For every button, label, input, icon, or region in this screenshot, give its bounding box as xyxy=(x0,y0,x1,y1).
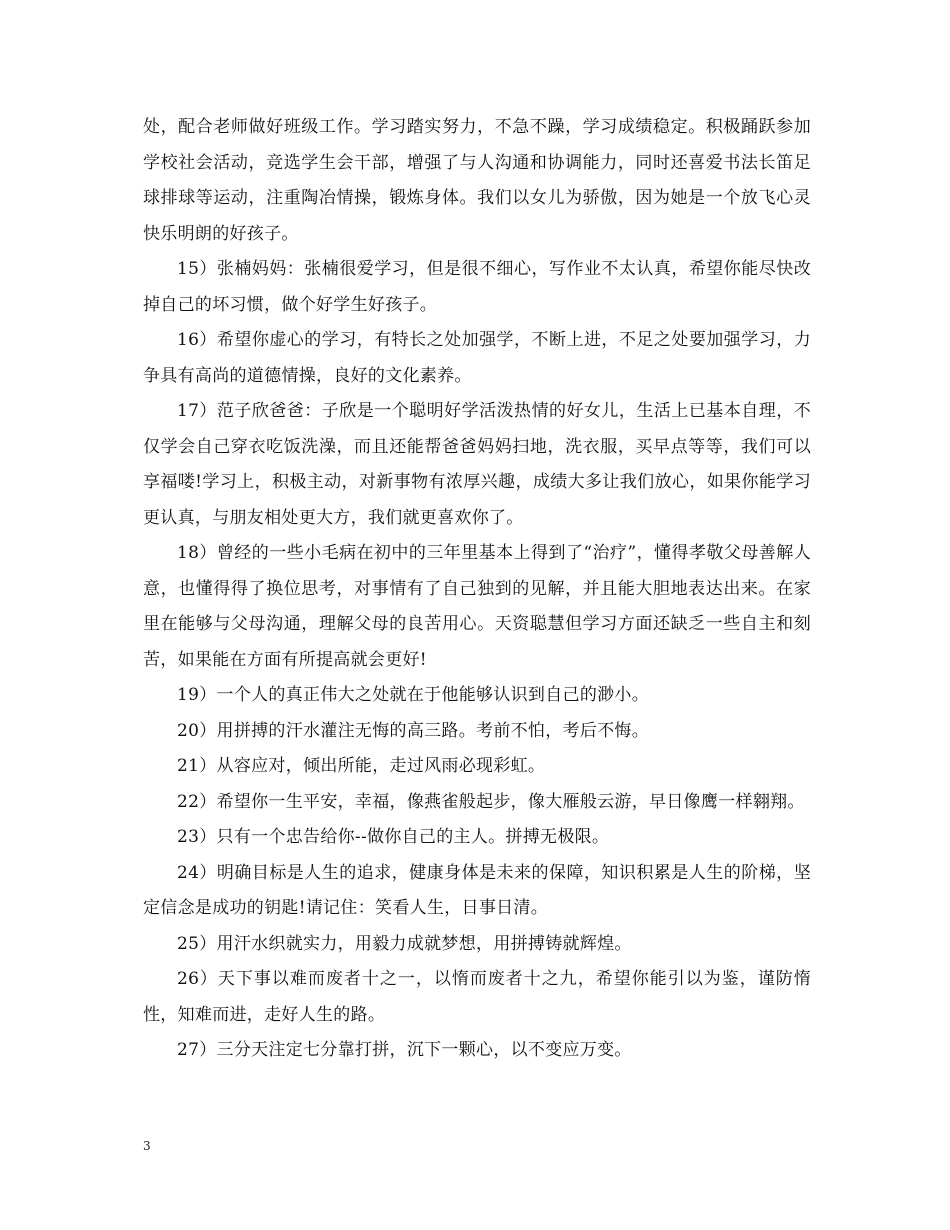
paragraph-22: 22）希望你一生平安，幸福，像燕雀般起步，像大雁般云游，早日像鹰一样翱翔。 xyxy=(177,791,805,812)
paragraph-15: 15）张楠妈妈：张楠很爱学习，但是很不细心，写作业不太认真，希望你能尽快改掉自己的坏习惯，做个好学生好孩子。 xyxy=(143,259,811,315)
paragraph-18: 18）曾经的一些小毛病在初中的三年里基本上得到了“治疗”，懂得孝敬父母善解人意，也懂得得了换位思考，对事情有了自己独到的见解，并且能大胆地表达出来。在家里在能够与父母沟通，理解父母的良苦用心。天资聪慧但学习方面还缺乏一些自主和刻苦，如果能在方面有所提高就会更好! xyxy=(143,543,811,670)
paragraph-continued: 处，配合老师做好班级工作。学习踏实努力，不急不躁，学习成绩稳定。积极踊跃参加学校社会活动，竞选学生会干部，增强了与人沟通和协调能力，同时还喜爱书法长笛足球排球等运动，注重陶冶情操，锻炼身体。我们以女儿为骄傲，因为她是一个放飞心灵快乐明朗的好孩子。 xyxy=(143,117,811,244)
page-number: 3 xyxy=(143,1139,151,1153)
paragraph-19: 19）一个人的真正伟大之处就在于他能够认识到自己的渺小。 xyxy=(177,685,650,705)
body-text xyxy=(143,110,811,1069)
paragraph-27: 27）三分天注定七分靠打拼，沉下一颗心，以不变应万变。 xyxy=(177,1040,632,1060)
paragraph-17: 17）范子欣爸爸：子欣是一个聪明好学活泼热情的好女儿，生活上已基本自理，不仅学会自己穿衣吃饭洗澡，而且还能帮爸爸妈妈扫地，洗衣服，买早点等等，我们可以享福喽!学习上，积极主动，对新事物有浓厚兴趣，成绩大多让我们放心，如果你能学习更认真，与朋友相处更大方，我们就更喜欢你了。 xyxy=(143,401,811,528)
paragraph-21: 21）从容应对，倾出所能，走过风雨必现彩虹。 xyxy=(177,756,546,776)
paragraph-23: 23）只有一个忠告给你--做你自己的主人。拼搏无极限。 xyxy=(177,827,610,847)
paragraph-26: 26）天下事以难而废者十之一，以惰而废者十之九，希望你能引以为鉴，谨防惰性，知难而进，走好人生的路。 xyxy=(143,969,811,1025)
paragraph-25: 25）用汗水织就实力，用毅力成就梦想，用拼搏铸就辉煌。 xyxy=(177,933,632,954)
paragraph-16: 16）希望你虚心的学习，有特长之处加强学，不断上进，不足之处要加强学习，力争具有高尚的道德情操，良好的文化素养。 xyxy=(143,330,811,386)
paragraph-20: 20）用拼搏的汗水灌注无悔的高三路。考前不怕，考后不悔。 xyxy=(177,720,650,741)
paragraph-24: 24）明确目标是人生的追求，健康身体是未来的保障，知识积累是人生的阶梯，坚定信念是成功的钥匙!请记住：笑看人生，日事日清。 xyxy=(143,862,811,918)
